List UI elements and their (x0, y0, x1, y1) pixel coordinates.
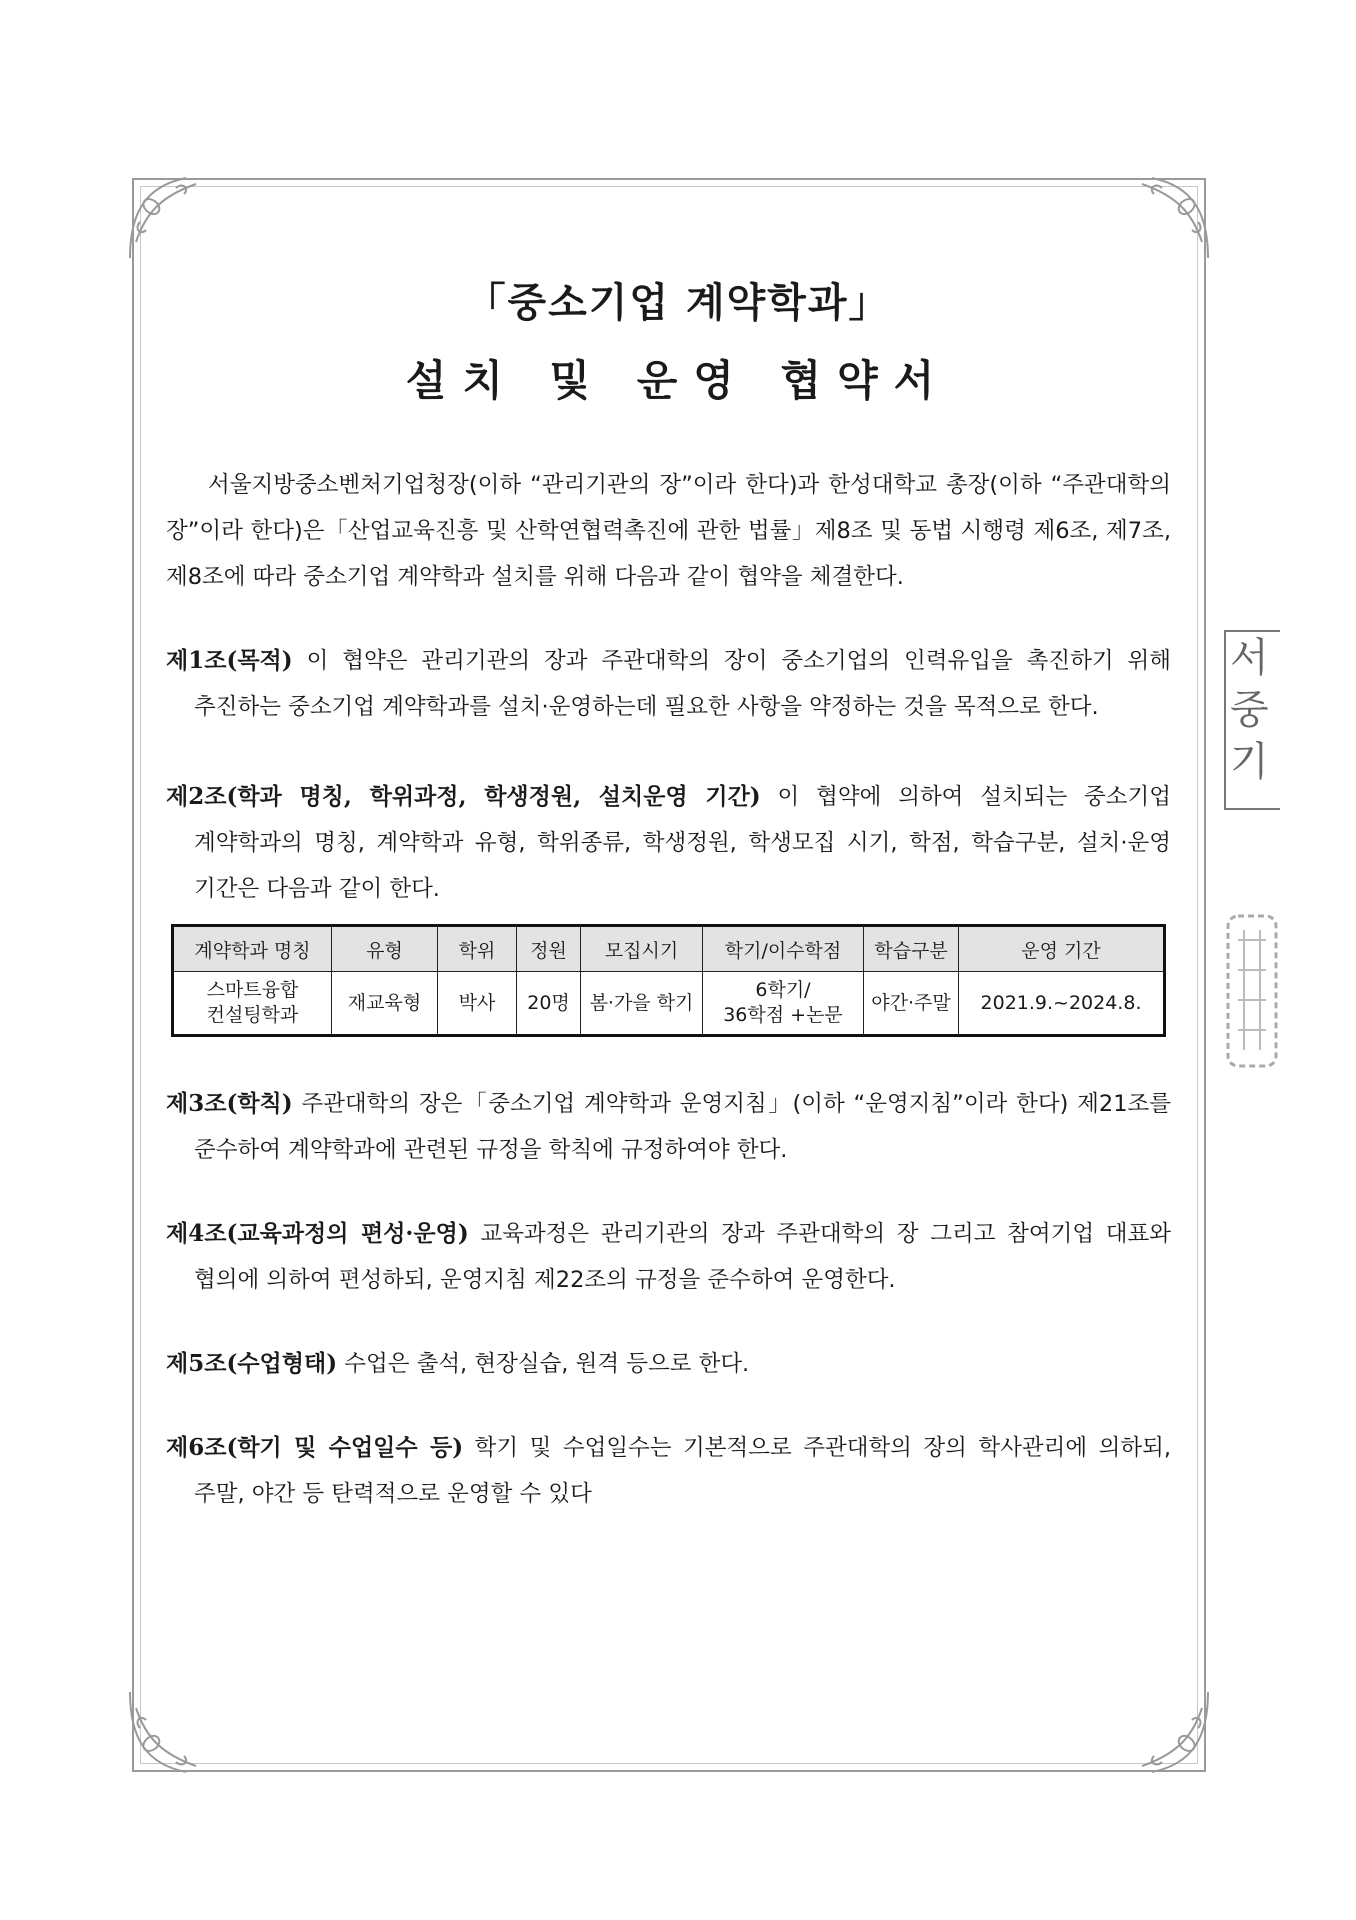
table-cell-recruit: 봄·가을 학기 (581, 972, 703, 1036)
department-info-table (171, 924, 1166, 1037)
table-row (173, 972, 1165, 1036)
table-header: 학기/이수학점 (703, 926, 864, 972)
seal-char: 중 (1230, 687, 1269, 733)
seal-char: 서 (1230, 635, 1269, 681)
document-body (166, 462, 1171, 1517)
table-header: 모집시기 (581, 926, 703, 972)
article-5 (166, 1341, 1171, 1387)
table-header: 운영 기간 (959, 926, 1165, 972)
article-heading: 제2조(학과 명칭, 학위과정, 학생정원, 설치운영 기간) (166, 783, 761, 810)
seal-stamp-faded (1224, 910, 1280, 1075)
article-heading: 제1조(목적) (166, 647, 293, 674)
article-text: 학기 및 수업일수는 기본적으로 주관대학의 장의 학사관리에 의하되, 주말, 야간 등 탄력적으로 운영할 수 있다 (194, 1435, 1171, 1507)
corner-ornament-top-left (126, 172, 216, 262)
table-cell-degree: 박사 (438, 972, 517, 1036)
table-cell-study: 야간·주말 (864, 972, 959, 1036)
name-line: 컨설팅학과 (206, 1004, 299, 1026)
corner-ornament-top-right (1122, 172, 1212, 262)
article-3 (166, 1081, 1171, 1173)
article-text: 주관대학의 장은「중소기업 계약학과 운영지침」(이하 “운영지침”이라 한다) 제21조를 준수하여 계약학과에 관련된 규정을 학칙에 규정하여야 한다. (194, 1091, 1171, 1163)
article-1 (166, 638, 1171, 730)
article-text: 이 협약은 관리기관의 장과 주관대학의 장이 중소기업의 인력유입을 촉진하기 위해 추진하는 중소기업 계약학과를 설치·운영하는데 필요한 사항을 약정하는 것을 목적으로 한다. (194, 648, 1171, 720)
article-heading: 제3조(학칙) (166, 1090, 293, 1117)
document-title (0, 275, 1356, 409)
corner-ornament-bottom-right (1122, 1688, 1212, 1778)
table-header: 계약학과 명칭 (173, 926, 332, 972)
table-cell-name (173, 972, 332, 1036)
table-header: 정원 (517, 926, 581, 972)
table-header: 학습구분 (864, 926, 959, 972)
title-line-2: 설치 및 운영 협약서 (405, 356, 951, 405)
article-text: 수업은 출석, 현장실습, 원격 등으로 한다. (337, 1351, 750, 1377)
table-cell-type: 재교육형 (332, 972, 438, 1036)
article-4 (166, 1211, 1171, 1303)
title-line-1: 「중소기업 계약학과」 (465, 280, 891, 326)
article-6 (166, 1425, 1171, 1517)
seal-stamp-partial (1224, 630, 1280, 810)
article-heading: 제6조(학기 및 수업일수 등) (166, 1434, 464, 1461)
article-text: 이 협약에 의하여 설치되는 중소기업 계약학과의 명칭, 계약학과 유형, 학위종류, 학생정원, 학생모집 시기, 학점, 학습구분, 설치·운영 기간은 다음과 같이 한다. (194, 784, 1171, 902)
article-heading: 제4조(교육과정의 편성·운영) (166, 1220, 469, 1247)
table-cell-quota: 20명 (517, 972, 581, 1036)
article-heading: 제5조(수업형태) (166, 1350, 338, 1377)
credits-line: 6학기/ (755, 979, 811, 1001)
name-line: 스마트융합 (206, 979, 299, 1001)
table-cell-credits (703, 972, 864, 1036)
table-header: 학위 (438, 926, 517, 972)
article-text: 교육과정은 관리기관의 장과 주관대학의 장 그리고 참여기업 대표와 협의에 의하여 편성하되, 운영지침 제22조의 규정을 준수하여 운영한다. (194, 1221, 1171, 1293)
credits-line: 36학점 +논문 (723, 1004, 843, 1026)
seal-char: 기 (1230, 739, 1269, 785)
intro-paragraph: 서울지방중소벤처기업청장(이하 “관리기관의 장”이라 한다)과 한성대학교 총장(이하 “주관대학의 장”이라 한다)은「산업교육진흥 및 산학연협력촉진에 관한 법률」제8조 및 동법 시행령 제6조, 제7조, 제8조에 따라 중소기업 계약학과 설치를 위해 다음과 같이 협약을 체결한다. (166, 472, 1171, 590)
article-2 (166, 774, 1171, 912)
table-header: 유형 (332, 926, 438, 972)
table-header-row (173, 926, 1165, 972)
corner-ornament-bottom-left (126, 1688, 216, 1778)
table-cell-period: 2021.9.~2024.8. (959, 972, 1165, 1036)
